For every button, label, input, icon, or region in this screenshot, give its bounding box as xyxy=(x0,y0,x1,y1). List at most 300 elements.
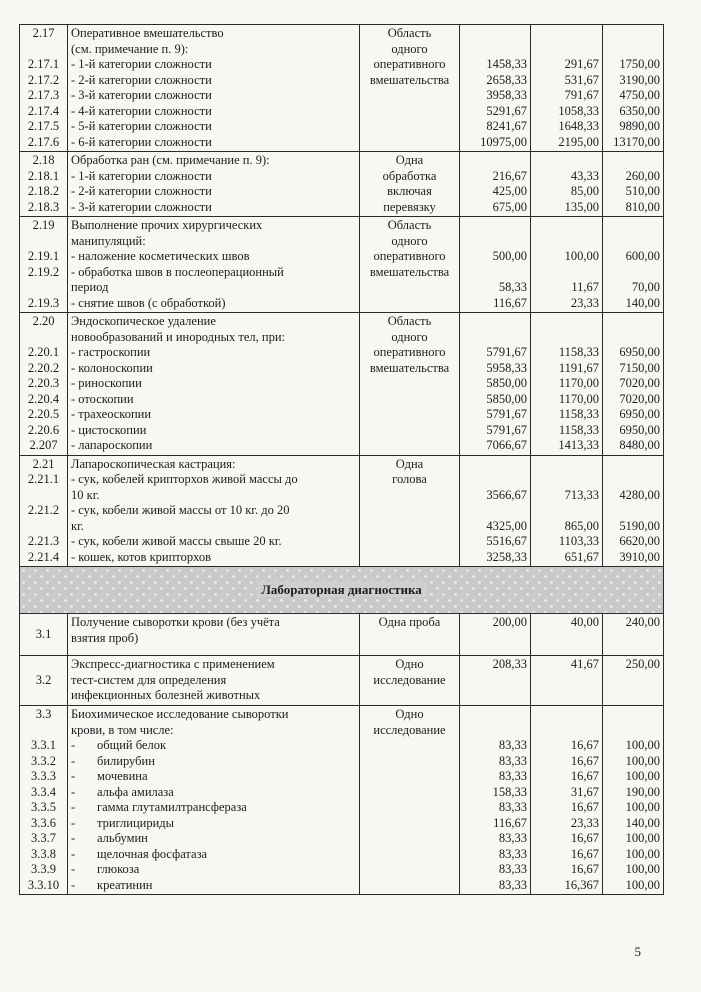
price-total-cell xyxy=(603,217,664,313)
price-without-vat-cell xyxy=(460,217,531,313)
item-number-cell xyxy=(20,706,68,895)
analysis-item xyxy=(71,785,356,801)
unit-line: Область xyxy=(387,218,432,232)
spacer xyxy=(463,314,527,330)
unit-line: оперативного xyxy=(373,249,446,263)
item-number: 3.3.3 xyxy=(31,769,56,783)
table-row xyxy=(20,614,664,656)
item-number: 2.207 xyxy=(29,438,58,452)
price-without-vat-cell xyxy=(460,25,531,152)
service-description: Экспресс-диагностика с применением xyxy=(71,657,275,671)
unit-cell xyxy=(360,152,460,217)
item-number: 2.17.3 xyxy=(27,88,60,102)
table-row xyxy=(20,152,664,217)
vat-amount: 1648,33 xyxy=(558,119,599,133)
item-number: 2.20.5 xyxy=(27,407,60,421)
item-number: 3.2 xyxy=(35,672,52,687)
price-without-vat: 425,00 xyxy=(492,184,527,198)
unit-of-service xyxy=(363,26,456,88)
item-number: 2.21.3 xyxy=(27,534,60,548)
item-number: 3.3.6 xyxy=(31,815,56,830)
price-without-vat-cell xyxy=(460,656,531,706)
service-description: (см. примечание п. 9): xyxy=(71,41,189,56)
price-without-vat: 83,33 xyxy=(498,846,527,861)
price-total: 3910,00 xyxy=(619,549,660,564)
item-number: 2.20.1 xyxy=(27,345,60,359)
item-number: 3.3.1 xyxy=(31,738,56,752)
item-number: 3.3 xyxy=(35,707,52,721)
vat-amount-cell xyxy=(531,455,603,567)
service-description: Эндоскопическое удаление xyxy=(71,314,216,328)
item-number: 2.20.3 xyxy=(27,376,60,390)
price-without-vat: 8241,67 xyxy=(486,119,527,133)
vat-amount: 11,67 xyxy=(571,280,599,294)
vat-amount: 1158,33 xyxy=(558,345,599,359)
price-total: 510,00 xyxy=(625,184,660,198)
item-number: 2.18.2 xyxy=(27,184,60,198)
price-total: 260,00 xyxy=(625,168,660,183)
table-row xyxy=(20,313,664,456)
price-total-cell xyxy=(603,614,664,656)
vat-amount: 85,00 xyxy=(570,184,599,198)
unit-line: одного xyxy=(391,233,428,248)
item-number xyxy=(23,330,64,346)
analysis-item xyxy=(71,769,356,785)
price-total: 8480,00 xyxy=(619,438,660,452)
price-total: 100,00 xyxy=(625,769,660,783)
unit-cell xyxy=(360,25,460,152)
unit-line: одного xyxy=(391,329,428,344)
list-dash: - xyxy=(71,877,76,892)
service-description: - 3-й категории сложности xyxy=(71,199,212,214)
table-body xyxy=(20,25,664,895)
vat-amount: 291,67 xyxy=(564,57,599,71)
item-number: 2.19 xyxy=(32,218,55,232)
item-number: 2.18.3 xyxy=(27,199,60,214)
item-number xyxy=(23,42,64,58)
unit-of-service xyxy=(363,457,456,488)
price-total-cell xyxy=(603,706,664,895)
vat-amount: 1058,33 xyxy=(558,103,599,118)
unit-line: включая xyxy=(387,184,432,198)
service-description: - 4-й категории сложности xyxy=(71,103,212,118)
price-without-vat: 1458,33 xyxy=(486,57,527,71)
spacer xyxy=(463,26,527,42)
service-description: - 3-й категории сложности xyxy=(71,88,212,102)
item-number: 2.21.1 xyxy=(27,472,60,486)
unit-line: оперативного xyxy=(373,345,446,359)
item-number: 2.21 xyxy=(32,456,55,471)
price-without-vat: 83,33 xyxy=(498,877,527,892)
price-total xyxy=(606,265,660,281)
spacer xyxy=(463,723,527,739)
spacer xyxy=(606,234,660,250)
list-dash: - xyxy=(71,738,76,752)
price-total: 6350,00 xyxy=(619,103,660,118)
spacer xyxy=(463,330,527,346)
service-description: - гастроскопии xyxy=(71,345,151,359)
price-total: 6950,00 xyxy=(619,422,660,437)
service-description-cell xyxy=(68,706,360,895)
price-total: 100,00 xyxy=(625,862,660,876)
item-number: 3.3.10 xyxy=(27,877,60,892)
unit-line: исследование xyxy=(373,672,446,687)
item-number: 2.20.6 xyxy=(27,422,60,437)
unit-line: вмешательства xyxy=(369,72,450,87)
service-description: - снятие швов (с обработкой) xyxy=(71,295,226,310)
price-list-table xyxy=(19,24,664,895)
vat-amount: 100,00 xyxy=(564,249,599,263)
service-description: - сук, кобели живой массы свыше 20 кг. xyxy=(71,534,282,548)
analysis-item xyxy=(71,862,356,878)
list-dash: - xyxy=(71,862,76,876)
spacer xyxy=(534,457,599,473)
price-total: 140,00 xyxy=(625,815,660,830)
service-description: - 1-й категории сложности xyxy=(71,57,212,71)
service-description: - сук, кобелей крипторхов живой массы до xyxy=(71,472,298,486)
item-number-cell xyxy=(20,25,68,152)
vat-amount: 16,367 xyxy=(564,877,599,892)
price-total: 5190,00 xyxy=(619,518,660,533)
analysis-item xyxy=(71,800,356,816)
service-description: - риноскопии xyxy=(71,376,142,390)
spacer xyxy=(463,234,527,250)
analysis-name: глюкоза xyxy=(97,862,140,876)
service-description: - трахеоскопии xyxy=(71,407,152,421)
item-number-cell xyxy=(20,152,68,217)
service-description: Оперативное вмешательство xyxy=(71,26,224,40)
spacer xyxy=(606,472,660,488)
item-number: 2.17.5 xyxy=(27,119,60,133)
spacer xyxy=(463,457,527,473)
vat-amount: 1158,33 xyxy=(558,407,599,421)
unit-line: Одно xyxy=(395,707,424,721)
vat-amount: 16,67 xyxy=(570,800,599,814)
table-row xyxy=(20,656,664,706)
analysis-name: билирубин xyxy=(97,753,155,768)
price-total: 6620,00 xyxy=(619,534,660,548)
item-number xyxy=(23,723,64,739)
spacer xyxy=(534,234,599,250)
service-description: Лапароскопическая кастрация: xyxy=(71,456,236,471)
analysis-name: триглицириды xyxy=(97,815,175,830)
service-description: Получение сыворотки крови (без учёта xyxy=(71,615,280,629)
price-total: 13170,00 xyxy=(613,134,660,149)
vat-amount: 43,33 xyxy=(570,168,599,183)
price-total-cell xyxy=(603,313,664,456)
price-total: 100,00 xyxy=(625,877,660,892)
vat-amount: 1170,00 xyxy=(558,391,599,406)
service-description: - обработка швов в послеоперационный xyxy=(71,264,284,279)
price-without-vat: 5791,67 xyxy=(486,407,527,421)
spacer xyxy=(606,153,660,169)
section-heading: Лабораторная диагностика xyxy=(257,582,426,597)
price-total: 6950,00 xyxy=(619,345,660,359)
price-total: 100,00 xyxy=(625,738,660,752)
vat-amount: 865,00 xyxy=(564,518,599,533)
price-without-vat-cell xyxy=(460,614,531,656)
service-description-cell xyxy=(68,614,360,656)
price-without-vat: 200,00 xyxy=(492,615,527,629)
unit-of-service xyxy=(363,218,456,280)
price-without-vat: 83,33 xyxy=(498,831,527,845)
spacer xyxy=(534,707,599,723)
price-without-vat: 500,00 xyxy=(492,249,527,263)
spacer xyxy=(534,26,599,42)
analysis-name: креатинин xyxy=(97,877,153,892)
service-description-cell xyxy=(68,656,360,706)
unit-line: перевязку xyxy=(383,199,436,214)
vat-amount: 1413,33 xyxy=(558,438,599,452)
item-number-cell xyxy=(20,656,68,706)
item-number: 2.17 xyxy=(32,26,55,40)
spacer xyxy=(606,218,660,234)
item-number xyxy=(23,488,64,504)
price-without-vat: 158,33 xyxy=(492,784,527,799)
list-dash: - xyxy=(71,815,76,830)
spacer xyxy=(606,723,660,739)
service-description: - кошек, котов крипторхов xyxy=(71,549,211,564)
vat-amount: 23,33 xyxy=(570,295,599,310)
spacer xyxy=(606,26,660,42)
spacer xyxy=(463,42,527,58)
spacer xyxy=(463,472,527,488)
service-description-cell xyxy=(68,152,360,217)
item-number: 2.18.1 xyxy=(27,168,60,183)
price-without-vat: 5958,33 xyxy=(486,360,527,375)
price-without-vat: 3958,33 xyxy=(486,88,527,102)
unit-of-service xyxy=(363,314,456,376)
vat-amount: 1191,67 xyxy=(558,360,599,375)
price-without-vat: 5791,67 xyxy=(486,422,527,437)
price-without-vat xyxy=(463,503,527,519)
service-description: - 5-й категории сложности xyxy=(71,119,212,133)
price-without-vat: 116,67 xyxy=(493,815,527,830)
analysis-name: альфа амилаза xyxy=(97,784,174,799)
unit-line: обработка xyxy=(382,168,437,183)
price-without-vat: 216,67 xyxy=(492,168,527,183)
unit-cell xyxy=(360,313,460,456)
item-number: 2.17.2 xyxy=(27,72,60,87)
item-number xyxy=(23,234,64,250)
price-total: 810,00 xyxy=(625,199,660,214)
table-row xyxy=(20,706,664,895)
vat-amount: 531,67 xyxy=(564,72,599,87)
service-description-cell xyxy=(68,313,360,456)
price-without-vat: 3258,33 xyxy=(486,549,527,564)
vat-amount xyxy=(534,503,599,519)
price-total: 7020,00 xyxy=(619,376,660,390)
unit-line: Одна проба xyxy=(378,615,441,629)
price-total: 190,00 xyxy=(625,784,660,799)
analysis-item xyxy=(71,738,356,754)
service-description: - 1-й категории сложности xyxy=(71,168,212,183)
list-dash: - xyxy=(71,831,76,845)
analysis-item xyxy=(71,878,356,894)
service-description: - 6-й категории сложности xyxy=(71,134,212,149)
service-description: кг. xyxy=(71,518,84,533)
price-total: 1750,00 xyxy=(619,57,660,71)
service-description: - колоноскопии xyxy=(71,360,153,375)
analysis-item xyxy=(71,847,356,863)
item-number: 2.19.2 xyxy=(27,264,60,279)
unit-line: исследование xyxy=(373,722,446,737)
spacer xyxy=(463,707,527,723)
item-number: 3.3.9 xyxy=(31,862,56,876)
spacer xyxy=(463,153,527,169)
service-description: - цистоскопии xyxy=(71,422,147,437)
unit-line: вмешательства xyxy=(369,264,450,279)
item-number: 3.3.4 xyxy=(31,784,56,799)
item-number: 3.3.5 xyxy=(31,800,56,814)
price-total: 7150,00 xyxy=(619,360,660,375)
service-description: Выполнение прочих хирургических xyxy=(71,218,263,232)
unit-line: вмешательства xyxy=(369,360,450,375)
price-without-vat: 208,33 xyxy=(492,657,527,671)
vat-amount-cell xyxy=(531,706,603,895)
unit-line: Область xyxy=(387,314,432,328)
service-description-cell xyxy=(68,217,360,313)
vat-amount: 1103,33 xyxy=(558,534,599,548)
price-total: 4280,00 xyxy=(619,487,660,502)
price-total: 70,00 xyxy=(631,280,660,294)
item-number: 2.19.1 xyxy=(27,249,60,263)
service-description: 10 кг. xyxy=(71,487,100,502)
item-number: 3.3.7 xyxy=(31,831,56,845)
service-description: Обработка ран (см. примечание п. 9): xyxy=(71,153,270,167)
vat-amount: 1170,00 xyxy=(558,376,599,390)
list-dash: - xyxy=(71,800,76,814)
service-description: - наложение косметических швов xyxy=(71,249,250,263)
unit-cell xyxy=(360,614,460,656)
list-dash: - xyxy=(71,846,76,861)
vat-amount-cell xyxy=(531,152,603,217)
price-without-vat-cell xyxy=(460,455,531,567)
list-dash: - xyxy=(71,784,76,799)
service-description-cell xyxy=(68,455,360,567)
service-description: - лапароскопии xyxy=(71,438,153,452)
price-without-vat: 7066,67 xyxy=(486,438,527,452)
unit-line: одного xyxy=(391,41,428,56)
unit-line: голова xyxy=(392,472,427,486)
vat-amount: 135,00 xyxy=(564,199,599,214)
vat-amount: 651,67 xyxy=(564,549,599,564)
vat-amount xyxy=(534,265,599,281)
item-number-cell xyxy=(20,217,68,313)
unit-line: Одно xyxy=(395,657,424,671)
unit-line: Одна xyxy=(395,153,424,167)
unit-line: Одна xyxy=(395,456,424,471)
price-total-cell xyxy=(603,25,664,152)
item-number xyxy=(23,280,64,296)
price-without-vat: 675,00 xyxy=(492,199,527,214)
vat-amount: 31,67 xyxy=(570,784,599,799)
price-without-vat: 58,33 xyxy=(498,280,527,294)
price-without-vat xyxy=(463,265,527,281)
spacer xyxy=(534,472,599,488)
service-description-cell xyxy=(68,25,360,152)
item-number-cell xyxy=(20,313,68,456)
price-total: 250,00 xyxy=(625,657,660,671)
price-total-cell xyxy=(603,656,664,706)
price-total: 9890,00 xyxy=(619,119,660,133)
table-row xyxy=(20,455,664,567)
price-without-vat: 3566,67 xyxy=(486,487,527,502)
vat-amount-cell xyxy=(531,25,603,152)
item-number: 2.20.4 xyxy=(27,391,60,406)
service-description: период xyxy=(71,280,109,294)
unit-cell xyxy=(360,217,460,313)
item-number xyxy=(23,519,64,535)
spacer xyxy=(534,153,599,169)
price-without-vat: 83,33 xyxy=(498,738,527,752)
price-total: 100,00 xyxy=(625,753,660,768)
price-total: 100,00 xyxy=(625,831,660,845)
price-total: 3190,00 xyxy=(619,72,660,87)
vat-amount: 23,33 xyxy=(570,815,599,830)
vat-amount: 713,33 xyxy=(564,487,599,502)
vat-amount: 791,67 xyxy=(564,88,599,102)
price-without-vat-cell xyxy=(460,706,531,895)
section-row xyxy=(20,567,664,614)
vat-amount: 16,67 xyxy=(570,862,599,876)
spacer xyxy=(606,42,660,58)
price-without-vat: 83,33 xyxy=(498,769,527,783)
service-description: - сук, кобели живой массы от 10 кг. до 20 xyxy=(71,503,290,517)
item-number: 2.21.4 xyxy=(27,549,60,564)
item-number: 2.20.2 xyxy=(27,360,60,375)
unit-line: Область xyxy=(387,26,432,40)
price-without-vat: 5291,67 xyxy=(486,103,527,118)
vat-amount-cell xyxy=(531,217,603,313)
item-number: 2.19.3 xyxy=(27,295,60,310)
analysis-name: общий белок xyxy=(97,738,167,752)
analysis-item xyxy=(71,816,356,832)
spacer xyxy=(606,330,660,346)
analysis-name: щелочная фосфатаза xyxy=(97,846,208,861)
vat-amount-cell xyxy=(531,614,603,656)
table-row xyxy=(20,217,664,313)
list-dash: - xyxy=(71,769,76,783)
item-number: 2.18 xyxy=(32,153,55,167)
analysis-name: гамма глутамилтрансфераза xyxy=(97,800,247,814)
price-without-vat: 5850,00 xyxy=(486,376,527,390)
service-description: тест-систем для определения xyxy=(71,672,227,687)
service-description: Биохимическое исследование сыворотки xyxy=(71,707,289,721)
item-number: 2.21.2 xyxy=(27,503,60,517)
analysis-name: мочевина xyxy=(97,769,148,783)
spacer xyxy=(463,218,527,234)
price-without-vat: 116,67 xyxy=(493,295,527,310)
price-total-cell xyxy=(603,455,664,567)
vat-amount: 16,67 xyxy=(570,753,599,768)
vat-amount: 16,67 xyxy=(570,846,599,861)
unit-cell xyxy=(360,706,460,895)
vat-amount: 40,00 xyxy=(570,615,599,629)
price-total: 4750,00 xyxy=(619,88,660,102)
unit-cell xyxy=(360,455,460,567)
vat-amount: 16,67 xyxy=(570,738,599,752)
unit-cell xyxy=(360,656,460,706)
price-without-vat-cell xyxy=(460,313,531,456)
price-total: 240,00 xyxy=(625,615,660,629)
price-total: 7020,00 xyxy=(619,391,660,406)
price-total: 600,00 xyxy=(625,249,660,263)
spacer xyxy=(534,723,599,739)
analysis-item xyxy=(71,831,356,847)
price-without-vat-cell xyxy=(460,152,531,217)
spacer xyxy=(534,314,599,330)
